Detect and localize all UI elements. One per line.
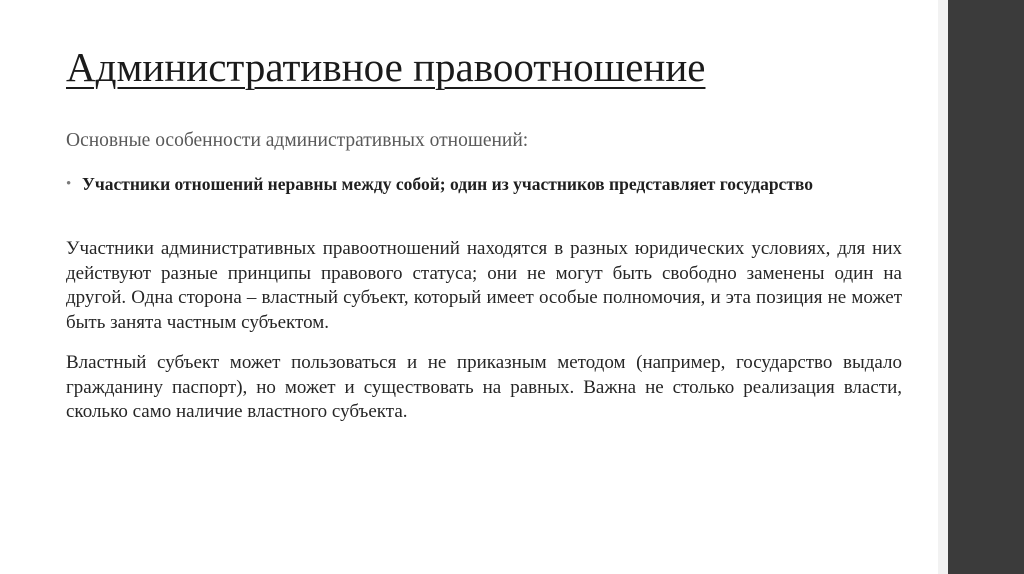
side-bar-accent — [938, 0, 948, 574]
bullet-dot-icon: • — [66, 176, 72, 192]
bullet-item — [66, 172, 866, 196]
slide-title: Административное правоотношение — [66, 44, 706, 90]
slide-subtitle: Основные особенности административных отношений: — [66, 130, 529, 151]
body-paragraph-2: Властный субъект может пользоваться и не приказным методом (например, государство выдало гражданину паспорт), но может и существовать на равных. Важна не столько реализация власти, сколько само наличие властного субъекта. — [66, 352, 902, 422]
body-paragraph-1: Участники административных правоотношений находятся в разных юридических условиях, для них действуют разные принципы правового статуса; они не могут быть свободно заменены один на другой. Одна сторона – властный субъект, который имеет особые полномочия, и эта позиция не может быть занята частным субъектом. — [66, 238, 902, 333]
side-bar — [948, 0, 1024, 574]
bullet-text: Участники отношений неравны между собой; один из участников представляет государство — [82, 174, 814, 194]
